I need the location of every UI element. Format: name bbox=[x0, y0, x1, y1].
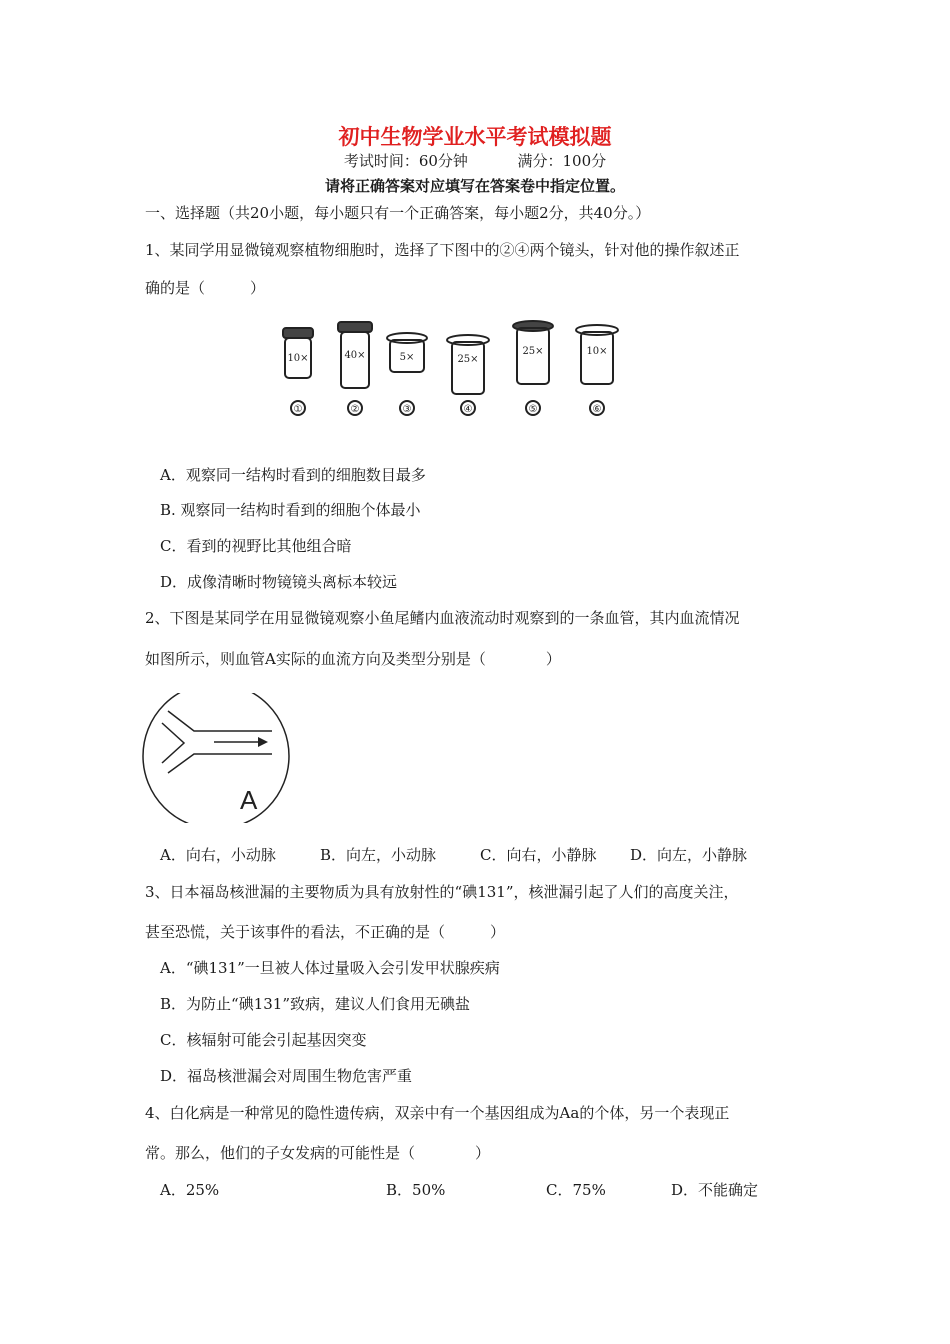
question-3-option-d: D．福岛核泄漏会对周围生物危害严重 bbox=[160, 1067, 413, 1085]
lens-2-number: ② bbox=[350, 404, 360, 415]
question-2-option-b: B．向左，小动脉 bbox=[320, 846, 437, 864]
question-3-option-b: B．为防止“碘131”致病，建议人们食用无碘盐 bbox=[160, 995, 470, 1013]
question-2-option-c: C．向右，小静脉 bbox=[480, 846, 597, 864]
question-3-stem-line2: 甚至恐慌，关于该事件的看法，不正确的是（ ） bbox=[145, 923, 506, 941]
blood-vessel-label: A bbox=[240, 785, 258, 815]
question-2-options bbox=[160, 845, 747, 865]
question-3-option-a: A．“碘131”一旦被人体过量吸入会引发甲状腺疾病 bbox=[160, 959, 500, 977]
question-1-stem-line1: 1、某同学用显微镜观察植物细胞时，选择了下图中的②④两个镜头，针对他的操作叙述正 bbox=[145, 241, 740, 259]
question-3-option-c: C．核辐射可能会引起基因突变 bbox=[160, 1031, 367, 1049]
exam-info bbox=[0, 151, 950, 171]
lens-2-label: 40× bbox=[344, 350, 366, 361]
question-1-option-b: B. 观察同一结构时看到的细胞个体最小 bbox=[160, 501, 421, 519]
lens-6 bbox=[576, 325, 618, 415]
lens-5-number: ⑤ bbox=[528, 404, 538, 415]
question-2-option-a: A．向右，小动脉 bbox=[160, 846, 276, 864]
lens-1-number: ① bbox=[293, 404, 303, 415]
lens-1 bbox=[283, 328, 313, 415]
page-title: 初中生物学业水平考试模拟题 bbox=[338, 124, 612, 149]
exam-score: 满分：100分 bbox=[517, 152, 607, 170]
lens-2 bbox=[338, 322, 372, 415]
question-4-option-d: D．不能确定 bbox=[671, 1181, 759, 1199]
question-4-option-c: C．75% bbox=[546, 1181, 606, 1199]
question-1-option-a: A．观察同一结构时看到的细胞数目最多 bbox=[160, 466, 426, 484]
instruction: 请将正确答案对应填写在答案卷中指定位置。 bbox=[324, 177, 625, 195]
question-2-option-d: D．向左，小静脉 bbox=[630, 846, 748, 864]
question-4-stem-line1: 4、白化病是一种常见的隐性遗传病，双亲中有一个基因组成为Aa的个体，另一个表现正 bbox=[145, 1104, 730, 1122]
lens-6-label: 10× bbox=[586, 346, 608, 357]
question-3-stem-line1: 3、日本福岛核泄漏的主要物质为具有放射性的“碘131”，核泄漏引起了人们的高度关注， bbox=[145, 883, 739, 901]
question-4-options bbox=[160, 1180, 758, 1200]
blood-vessel-figure bbox=[140, 693, 300, 823]
lens-5 bbox=[513, 321, 553, 415]
question-1-option-d: D．成像清晰时物镜镜头离标本较远 bbox=[160, 573, 398, 591]
question-1-option-c: C．看到的视野比其他组合暗 bbox=[160, 537, 352, 555]
section-heading: 一、选择题（共20小题，每小题只有一个正确答案，每小题2分，共40分。） bbox=[145, 204, 651, 222]
question-1-stem-line2: 确的是（ ） bbox=[145, 279, 266, 297]
question-2-stem-line2: 如图所示，则血管A实际的血流方向及类型分别是（ ） bbox=[145, 650, 561, 668]
lens-6-number: ⑥ bbox=[592, 404, 602, 415]
microscope-lenses-figure bbox=[155, 318, 655, 428]
lens-5-label: 25× bbox=[522, 346, 544, 357]
question-4-stem-line2: 常。那么，他们的子女发病的可能性是（ ） bbox=[145, 1144, 491, 1162]
question-4-option-a: A．25% bbox=[160, 1181, 220, 1199]
lens-4-label: 25× bbox=[457, 354, 479, 365]
lens-4-number: ④ bbox=[463, 404, 473, 415]
lens-3 bbox=[387, 333, 427, 415]
lens-3-label: 5× bbox=[399, 352, 415, 363]
exam-time: 考试时间：60分钟 bbox=[343, 152, 468, 170]
question-4-option-b: B．50% bbox=[386, 1181, 446, 1199]
lens-1-label: 10× bbox=[287, 353, 309, 364]
question-2-stem-line1: 2、下图是某同学在用显微镜观察小鱼尾鳍内血液流动时观察到的一条血管，其内血流情况 bbox=[145, 609, 740, 627]
lens-3-number: ③ bbox=[402, 404, 412, 415]
lens-4 bbox=[447, 335, 489, 415]
